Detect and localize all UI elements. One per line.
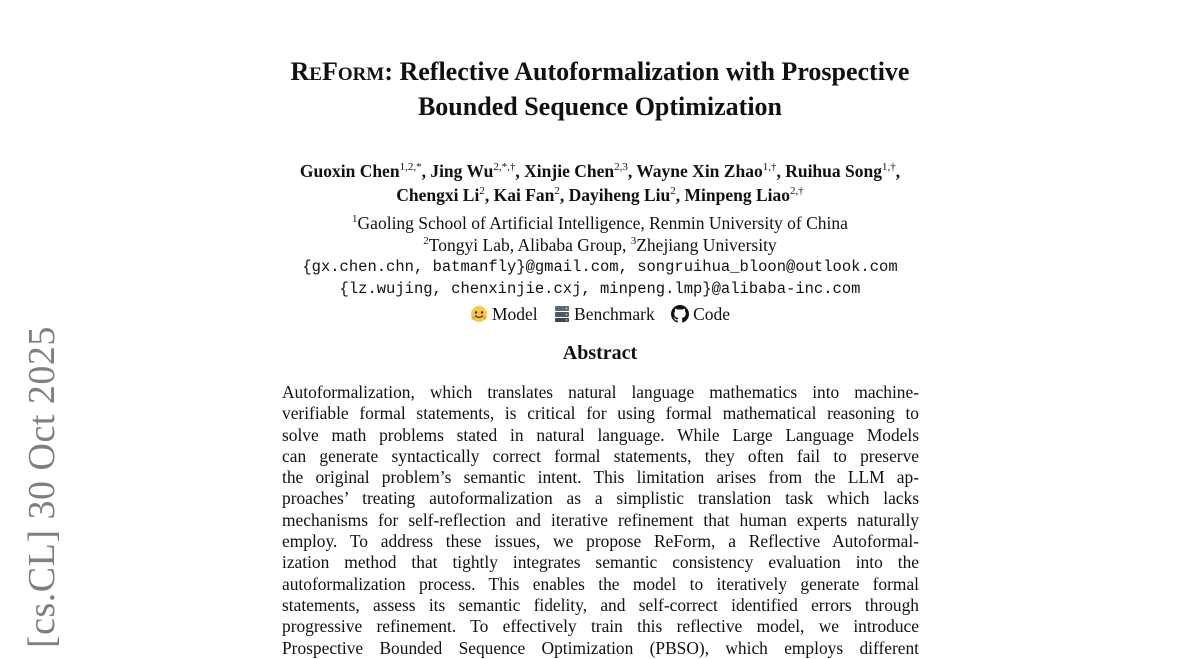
resource-links (200, 302, 1000, 326)
author-name: Wayne Xin Zhao (636, 161, 763, 181)
abstract-line: proaches’ treating autoformalization as a simplistic translation task which lacks (282, 488, 919, 509)
email-line: {lz.wujing, chenxinjie.cxj, minpeng.lmp}@alibaba-inc.com (339, 280, 861, 298)
arxiv-stamp: [cs.CL] 30 Oct 2025 (21, 326, 63, 648)
author-line (200, 183, 1000, 207)
author-separator: , (515, 161, 525, 181)
author-affiliation-marker: 2 (670, 185, 676, 198)
affiliation-line: $^1$Gaoling School of Artificial Intelligence, Renmin University of China (352, 213, 848, 233)
author-separator: , (627, 161, 637, 181)
author-name: Guoxin Chen (299, 161, 400, 181)
author-separator: , (484, 185, 494, 205)
author-name: Jing Wu (430, 161, 494, 181)
author-name: Xinjie Chen (524, 161, 615, 181)
author-separator: , (675, 185, 685, 205)
code-link[interactable]: Code (671, 302, 730, 326)
abstract-line: Autoformalization, which translates natural language mathematics into machine- (282, 382, 919, 402)
paper-title (200, 56, 1000, 123)
abstract-line: mechanisms for self-reflection and iterative refinement that human experts naturally (282, 509, 919, 530)
author-affiliation-marker: 2 (554, 185, 560, 198)
database-icon (554, 305, 570, 323)
author-list (200, 159, 1000, 207)
author-separator: , (559, 185, 569, 205)
author-name: Chengxi Li (396, 185, 480, 205)
abstract-line: the original problem’s semantic intent. This limitation arises from the LLM ap- (282, 467, 919, 488)
abstract-line: statements, assess its semantic fidelity, and self-correct identified errors through (282, 594, 919, 615)
title-line-2: Bounded Sequence Optimization (417, 92, 783, 121)
github-icon (671, 305, 689, 323)
model-link[interactable]: Model (470, 302, 538, 326)
abstract-line: employ. To address these issues, we propose ReForm, a Reflective Autoformal- (282, 531, 919, 552)
author-affiliation-marker: 1,† (882, 161, 896, 174)
author-affiliation-marker: 2,3 (614, 161, 628, 174)
author-separator: , (421, 161, 431, 181)
abstract-line: verifiable formal statements, is critical for using formal mathematical reasoning to (282, 403, 919, 424)
author-affiliation-marker: 1,† (762, 161, 777, 174)
author-affiliation-marker: 2,*,† (493, 161, 516, 174)
author-line (200, 159, 1000, 183)
abstract-line: ization method that tightly integrates semantic consistency evaluation into the (282, 552, 919, 573)
abstract-line: progressive refinement. To effectively train this reflective model, we introduce (282, 616, 919, 637)
benchmark-link[interactable]: Benchmark (554, 302, 655, 326)
title-line-1: REFORM: Reflective Autoformalization with Prospective (290, 57, 910, 86)
abstract-line: can generate syntactically correct formal statements, they often fail to preserve (282, 445, 919, 466)
abstract-heading: Abstract (562, 342, 638, 364)
abstract-body (282, 382, 919, 659)
author-separator: , (776, 161, 786, 181)
author-affiliation-marker: 2 (479, 185, 485, 198)
author-name: Minpeng Liao (684, 185, 791, 205)
affiliations (200, 212, 1000, 300)
author-affiliation-marker: 1,2,* (399, 161, 422, 174)
author-name: Ruihua Song (785, 161, 882, 181)
author-name: Kai Fan (493, 185, 555, 205)
author-name: Dayiheng Liu (568, 185, 671, 205)
affiliation-line: $^2$Tongyi Lab, Alibaba Group, $^3$Zhejiang University (423, 235, 777, 255)
author-separator: , (895, 161, 901, 181)
hugging-face-icon (470, 305, 488, 323)
abstract-line: solve math problems stated in natural language. While Large Language Models (282, 424, 919, 445)
abstract-line: Prospective Bounded Sequence Optimization (PBSO), which employs different (282, 637, 919, 658)
email-line: {gx.chen.chn, batmanfly}@gmail.com, songruihua_bloon@outlook.com (302, 258, 898, 276)
abstract-line: autoformalization process. This enables the model to iteratively generate formal (282, 573, 919, 594)
author-affiliation-marker: 2,† (790, 185, 804, 198)
